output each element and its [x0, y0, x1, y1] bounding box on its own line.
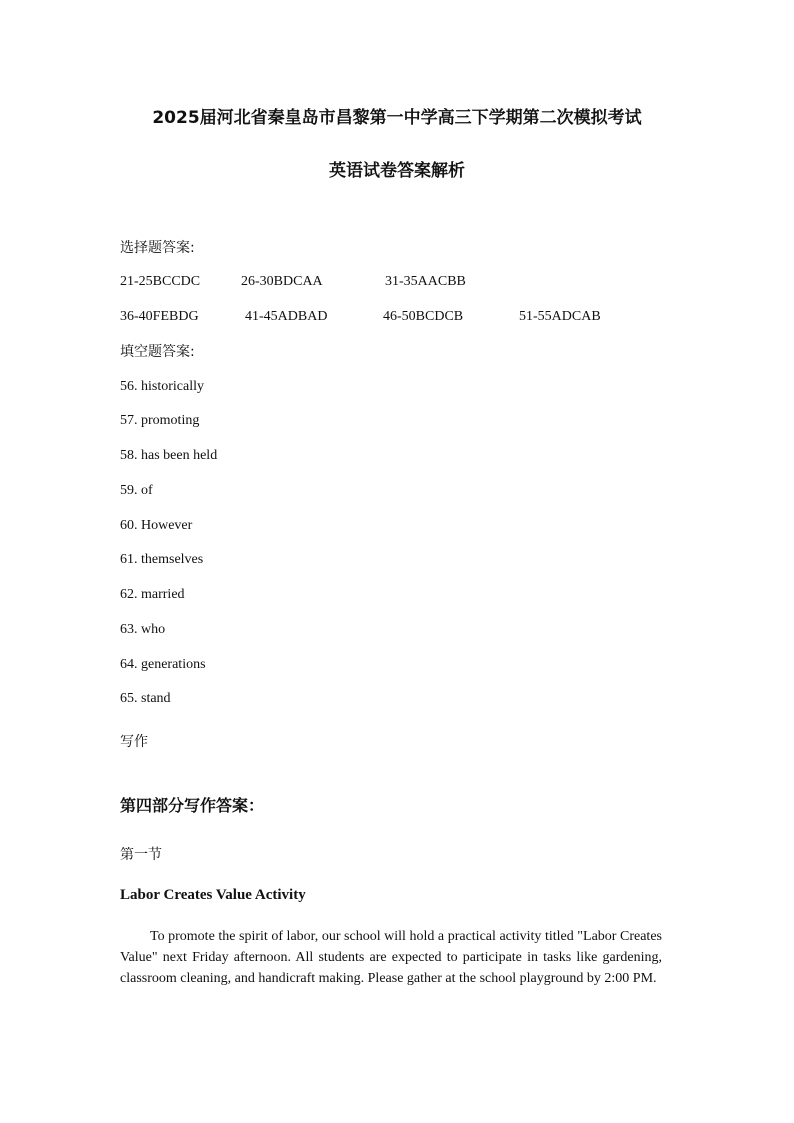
- choice-answer-group: 31-35AACBB: [385, 274, 466, 289]
- fill-answer-item: 58. has been held: [120, 448, 218, 463]
- writing-label: 写作: [120, 734, 148, 750]
- part-four-heading: 第四部分写作答案：: [120, 796, 265, 815]
- choice-answer-group: 51-55ADCAB: [519, 309, 601, 324]
- document-title: 2025届河北省秦皇岛市昌黎第一中学高三下学期第二次模拟考试: [152, 108, 642, 128]
- choice-answer-group: 46-50BCDCB: [383, 309, 464, 324]
- section-label: 第一节: [120, 847, 162, 863]
- fill-answer-item: 56. historically: [120, 379, 204, 394]
- fill-answer-item: 65. stand: [120, 691, 171, 706]
- choice-answer-group: 21-25BCCDC: [120, 274, 201, 289]
- fill-answer-item: 61. themselves: [120, 552, 204, 567]
- document-subtitle: 英语试卷答案解析: [329, 161, 465, 181]
- fill-answer-item: 60. However: [120, 518, 193, 533]
- choice-answers-label: 选择题答案:: [120, 240, 195, 256]
- fill-answer-item: 63. who: [120, 622, 166, 637]
- fill-answer-item: 59. of: [120, 483, 153, 498]
- choice-answer-group: 41-45ADBAD: [245, 309, 328, 324]
- fill-answer-item: 64. generations: [120, 657, 206, 672]
- choice-answer-group: 36-40FEBDG: [120, 309, 199, 324]
- choice-answer-group: 26-30BDCAA: [241, 274, 323, 289]
- fill-answer-item: 57. promoting: [120, 413, 200, 428]
- essay-title: Labor Creates Value Activity: [120, 887, 306, 903]
- essay-paragraph: To promote the spirit of labor, our school will hold a practical activity titled "Labor Creates Value" next Friday afternoon. All students are expected to participate in tasks like gardening, classroom cleaning, and handicraft making. Please gather at the school playground by 2:00 PM.: [120, 929, 662, 986]
- fill-answers-label: 填空题答案:: [120, 344, 195, 360]
- fill-answer-item: 62. married: [120, 587, 185, 602]
